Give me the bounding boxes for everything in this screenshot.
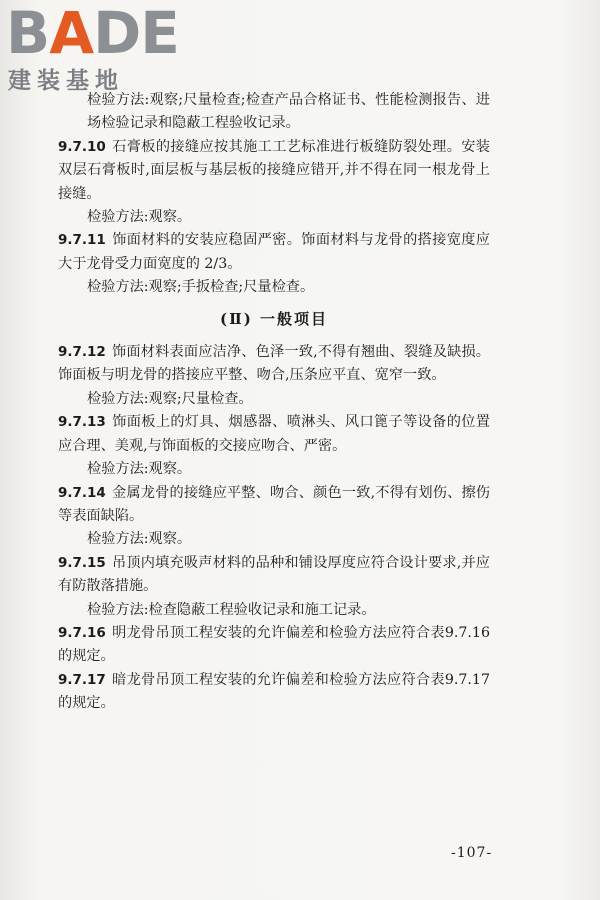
clause-text: 吊顶内填充吸声材料的品种和铺设厚度应符合设计要求,并应有防散落措施。	[58, 554, 490, 595]
clause-number: 9.7.16	[58, 624, 106, 641]
clause-9-7-11	[58, 229, 490, 276]
clause-number: 9.7.12	[58, 344, 106, 361]
clause-9-7-10	[58, 136, 490, 206]
logo-letters-de: DE	[93, 0, 179, 67]
bade-logo	[6, 2, 181, 92]
clause-text: 饰面板上的灯具、烟感器、喷淋头、风口篦子等设备的位置应合理、美观,与饰面板的交接应吻合、严密。	[58, 414, 490, 454]
clause-method: 检验方法:检查隐蔽工程验收记录和施工记录。	[87, 601, 376, 618]
clause-text: 明龙骨吊顶工程安装的允许偏差和检验方法应符合表9.7.16 的规定。	[58, 624, 490, 665]
clause-method: 检验方法:观察。	[87, 461, 192, 478]
clause-9-7-12	[58, 341, 490, 388]
logo-letters-b: B	[6, 0, 50, 67]
clause-method: 检验方法:观察。	[87, 531, 192, 548]
page-content	[58, 89, 490, 716]
clause-text: 饰面材料的安装应稳固严密。饰面材料与龙骨的搭接宽度应大于龙骨受力面宽度的 2/3。	[58, 232, 490, 272]
clause-text: 饰面材料表面应洁净、色泽一致,不得有翘曲、裂缝及缺损。饰面板与明龙骨的搭接应平整、吻合,压条应平直、宽窄一致。	[58, 344, 490, 384]
logo-subtitle: 建装基地	[8, 68, 124, 94]
clause-number: 9.7.13	[58, 414, 106, 431]
clause-text: 金属龙骨的接缝应平整、吻合、颜色一致,不得有划伤、擦伤等表面缺陷。	[58, 484, 490, 524]
clause-number: 9.7.11	[58, 232, 106, 249]
clause-9-7-14	[58, 482, 490, 529]
clause-text: 暗龙骨吊顶工程安装的允许偏差和检验方法应符合表9.7.17 的规定。	[58, 671, 490, 712]
clause-method: 检验方法:观察;手扳检查;尺量检查。	[87, 279, 315, 296]
clause-9-7-13	[58, 411, 490, 458]
clause-number: 9.7.14	[58, 484, 106, 501]
clause-9-7-16	[58, 622, 490, 669]
page-number: -107-	[451, 845, 493, 861]
logo-letter-a: A	[49, 0, 94, 67]
logo-wordmark	[6, 0, 179, 67]
clause-number: 9.7.17	[58, 671, 106, 688]
clause-9-7-15	[58, 552, 490, 599]
clause-method: 检验方法:观察;尺量检查。	[87, 390, 253, 407]
clause-method: 检验方法:观察。	[87, 209, 192, 226]
clause-number: 9.7.10	[58, 138, 106, 155]
section-title: (Ⅱ) 一般项目	[219, 309, 329, 328]
clause-number: 9.7.15	[58, 554, 106, 571]
intro-inspection-method: 检验方法:观察;尺量检查;检查产品合格证书、性能检测报告、进场检验记录和隐蔽工程验收记录。	[87, 92, 490, 132]
clause-9-7-17	[58, 669, 490, 716]
clause-text: 石膏板的接缝应按其施工工艺标准进行板缝防裂处理。安装双层石膏板时,面层板与基层板的接缝应错开,并不得在同一根龙骨上接缝。	[58, 138, 490, 202]
